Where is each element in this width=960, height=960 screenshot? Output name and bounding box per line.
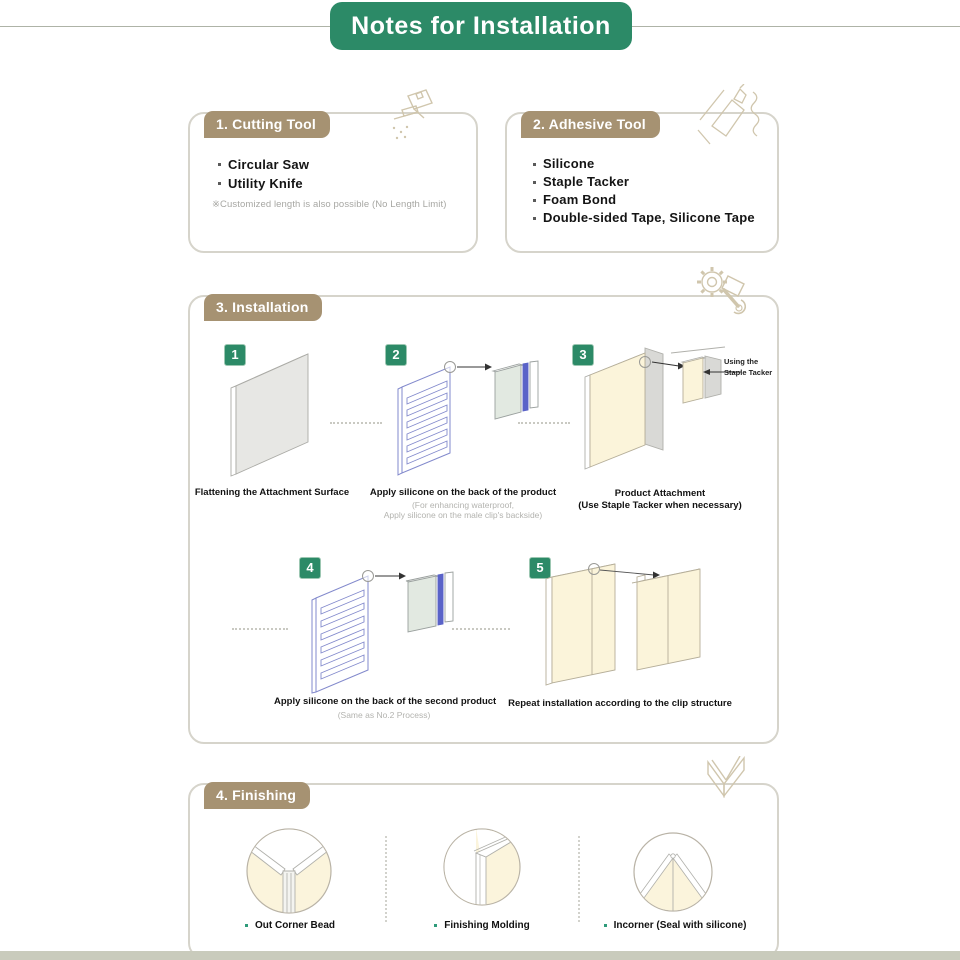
tool-label: Silicone bbox=[543, 156, 595, 171]
adhesive-tool-label: 2. Adhesive Tool bbox=[521, 111, 660, 138]
bullet-icon bbox=[533, 217, 536, 220]
installation-label: 3. Installation bbox=[204, 294, 322, 321]
step2-note-line1: (For enhancing waterproof, bbox=[411, 500, 515, 510]
step3-callout-line2: Staple Tacker bbox=[724, 368, 773, 377]
step4-note-line1: (Same as No.2 Process) bbox=[337, 710, 431, 720]
list-item bbox=[533, 209, 755, 227]
adhesive-tool-list bbox=[533, 155, 755, 227]
corner-trim-icon bbox=[698, 756, 756, 808]
bullet-icon bbox=[218, 182, 221, 185]
tool-label: Circular Saw bbox=[228, 156, 310, 172]
dotted-connector bbox=[518, 422, 570, 424]
step3-callout-line1: Using the bbox=[724, 357, 759, 366]
dotted-connector bbox=[330, 422, 382, 424]
bullet-icon bbox=[604, 924, 607, 927]
step2-note-line2: Apply silicone on the male clip's backside) bbox=[383, 510, 543, 520]
finishing-item-label: Out Corner Bead bbox=[254, 920, 335, 931]
step4-silicone-illustration bbox=[296, 562, 461, 694]
utility-knife-icon bbox=[372, 88, 444, 148]
bullet-icon bbox=[434, 924, 437, 927]
dotted-connector bbox=[232, 628, 288, 630]
caulk-gun-icon bbox=[696, 84, 764, 148]
step-badge: 3 bbox=[572, 344, 594, 366]
dotted-separator bbox=[578, 836, 580, 922]
list-item bbox=[533, 173, 755, 191]
cutting-tool-list bbox=[212, 155, 447, 214]
step2-caption: Apply silicone on the back of the product bbox=[369, 487, 557, 498]
out-corner-bead-diagram bbox=[245, 827, 333, 915]
list-item bbox=[218, 174, 447, 193]
bullet-icon bbox=[533, 199, 536, 202]
list-item bbox=[533, 191, 755, 209]
bullet-icon bbox=[218, 163, 221, 166]
step-badge: 1 bbox=[224, 344, 246, 366]
list-item bbox=[533, 155, 755, 173]
step5-caption: Repeat installation according to the clip structure bbox=[508, 698, 732, 709]
bullet-icon bbox=[533, 163, 536, 166]
step1-panel-illustration bbox=[228, 348, 320, 480]
cutting-note: ※Customized length is also possible (No Length Limit) bbox=[212, 199, 447, 210]
finishing-item-label: Finishing Molding bbox=[444, 920, 530, 931]
page-edge-strip bbox=[0, 951, 960, 960]
gear-wrench-icon bbox=[688, 262, 756, 326]
step-badge: 4 bbox=[299, 557, 321, 579]
finishing-item-label: Incorner (Seal with silicone) bbox=[613, 920, 747, 931]
finishing-label: 4. Finishing bbox=[204, 782, 310, 809]
cutting-tool-label: 1. Cutting Tool bbox=[204, 111, 330, 138]
bullet-icon bbox=[245, 924, 248, 927]
step3-caption: Product Attachment bbox=[614, 488, 706, 499]
step-badge: 5 bbox=[529, 557, 551, 579]
step-badge: 2 bbox=[385, 344, 407, 366]
incorner-diagram bbox=[632, 831, 714, 913]
step3-attachment-illustration bbox=[583, 346, 775, 486]
step2-silicone-illustration bbox=[383, 350, 543, 482]
tool-label: Staple Tacker bbox=[543, 174, 630, 189]
tool-label: Utility Knife bbox=[228, 175, 303, 191]
dotted-connector bbox=[452, 628, 510, 630]
bullet-icon bbox=[533, 181, 536, 184]
dotted-separator bbox=[385, 836, 387, 922]
step3-caption2: (Use Staple Tacker when necessary) bbox=[578, 500, 742, 511]
page-title: Notes for Installation bbox=[330, 2, 632, 50]
finishing-item-caption bbox=[412, 920, 552, 931]
finishing-molding-diagram bbox=[442, 827, 522, 907]
step5-repeat-illustration bbox=[542, 560, 742, 692]
tool-label: Double-sided Tape, Silicone Tape bbox=[543, 210, 755, 225]
step4-caption: Apply silicone on the back of the second product bbox=[274, 696, 497, 707]
step1-caption: Flattening the Attachment Surface bbox=[194, 487, 350, 498]
list-item bbox=[218, 155, 447, 174]
finishing-item-caption bbox=[220, 920, 360, 931]
finishing-item-caption bbox=[590, 920, 760, 931]
tool-label: Foam Bond bbox=[543, 192, 617, 207]
